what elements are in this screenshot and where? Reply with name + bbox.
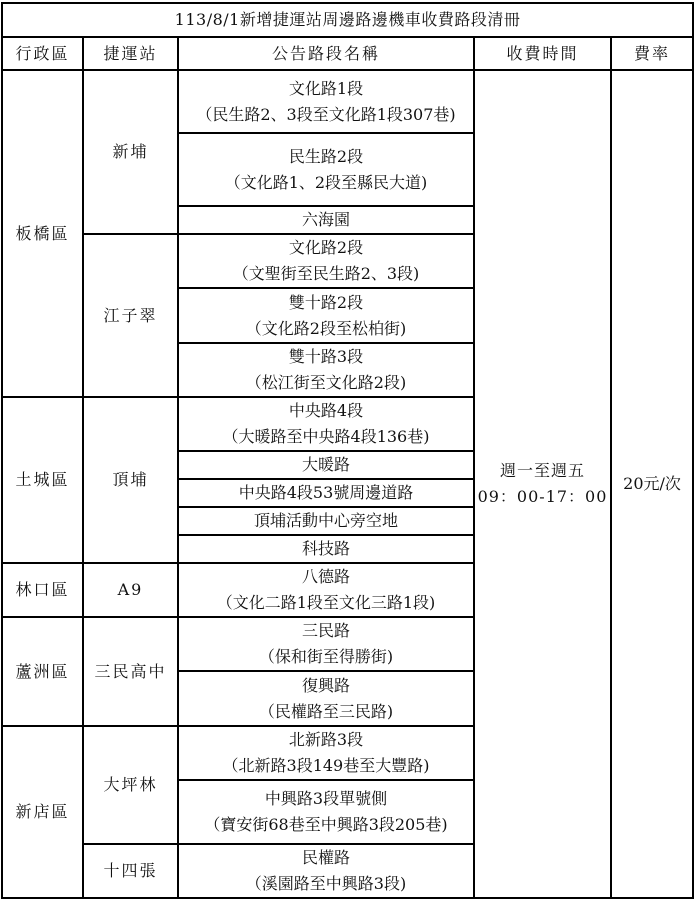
- road-range: （松江街至文化路2段): [245, 373, 407, 392]
- road-name: 中央路4段53號周邊道路: [238, 483, 414, 502]
- road-name: 八德路: [301, 567, 350, 586]
- header-road: 公告路段名稱: [178, 37, 474, 70]
- road-cell: [178, 535, 474, 563]
- station-name: 十四張: [103, 861, 158, 880]
- header-row: [2, 37, 693, 70]
- station-cell: [83, 234, 178, 397]
- road-cell: [178, 726, 474, 780]
- road-name: 文化路1段: [288, 78, 364, 98]
- header-station: 捷運站: [83, 37, 178, 70]
- station-name: 江子翠: [103, 305, 158, 325]
- road-cell: [178, 844, 474, 898]
- header-district: 行政區: [2, 37, 83, 70]
- station-name: 頂埔: [112, 470, 149, 489]
- station-cell: [83, 563, 178, 617]
- road-cell: [178, 479, 474, 507]
- road-name: 大暖路: [301, 455, 350, 474]
- district-cell: [2, 563, 83, 617]
- road-cell: [178, 288, 474, 343]
- road-name: 雙十路3段: [288, 347, 364, 366]
- road-cell: [178, 563, 474, 617]
- charge-time: 09：00-17：00: [477, 487, 608, 506]
- road-name: 民權路: [301, 848, 350, 867]
- charge-hours-cell: [474, 70, 611, 898]
- road-range: （文化二路1段至文化三路1段): [216, 593, 436, 612]
- road-range: （北新路3段149巷至大豐路): [222, 756, 430, 775]
- station-cell: [83, 726, 178, 844]
- table-row: [2, 70, 693, 133]
- road-name: 民生路2段: [288, 146, 364, 166]
- road-name: 中興路3段單號側: [264, 789, 388, 808]
- road-cell: [178, 507, 474, 535]
- road-cell: [178, 133, 474, 206]
- district-name: 新店區: [15, 802, 70, 821]
- table-title: 113/8/1新增捷運站周邊路邊機車收費路段清冊: [2, 3, 693, 37]
- road-cell: [178, 234, 474, 288]
- road-cell: [178, 617, 474, 671]
- road-cell: [178, 451, 474, 479]
- district-cell: [2, 617, 83, 726]
- district-name: 林口區: [15, 580, 70, 599]
- title-row: [2, 3, 693, 37]
- road-name: 北新路3段: [288, 730, 364, 749]
- rate-cell: [611, 70, 693, 898]
- road-cell: [178, 343, 474, 397]
- road-name: 六海園: [301, 210, 350, 229]
- station-name: A9: [117, 580, 144, 599]
- district-name: 蘆洲區: [15, 661, 70, 681]
- road-name: 三民路: [301, 621, 350, 640]
- district-cell: [2, 70, 83, 397]
- district-name: 板橋區: [15, 223, 70, 243]
- road-cell: [178, 671, 474, 726]
- road-range: （民生路2、3段至文化路1段307巷): [196, 104, 456, 124]
- road-range: （文化路2段至松柏街): [245, 318, 407, 338]
- station-cell: [83, 617, 178, 726]
- station-cell: [83, 70, 178, 234]
- header-hours: 收費時間: [474, 37, 611, 70]
- motorcycle-parking-fee-table: [1, 2, 694, 899]
- road-name: 文化路2段: [288, 238, 364, 257]
- road-name: 頂埔活動中心旁空地: [253, 511, 398, 530]
- road-range: （文化路1、2段至縣民大道): [224, 172, 428, 192]
- road-range: （文聖街至民生路2、3段): [232, 264, 420, 283]
- road-name: 科技路: [301, 539, 350, 558]
- station-cell: [83, 397, 178, 563]
- station-cell: [83, 844, 178, 898]
- road-cell: [178, 780, 474, 844]
- district-cell: [2, 397, 83, 563]
- road-range: （民權路至三民路): [258, 701, 394, 721]
- district-name: 土城區: [15, 470, 70, 489]
- road-range: （寶安街68巷至中興路3段205巷): [204, 815, 448, 834]
- district-cell: [2, 726, 83, 898]
- road-name: 雙十路2段: [288, 292, 364, 312]
- road-name: 中央路4段: [288, 401, 364, 420]
- rate-value: 20元/次: [623, 474, 681, 493]
- road-cell: [178, 397, 474, 451]
- road-range: （溪園路至中興路3段): [245, 874, 407, 893]
- road-cell: [178, 70, 474, 133]
- header-rate: 費率: [611, 37, 693, 70]
- station-name: 三民高中: [94, 661, 167, 681]
- charge-days: 週一至週五: [499, 461, 585, 480]
- road-range: （大暖路至中央路4段136巷): [222, 427, 430, 446]
- road-cell: [178, 206, 474, 234]
- road-range: （保和街至得勝街): [258, 647, 394, 666]
- road-name: 復興路: [301, 675, 350, 695]
- station-name: 大坪林: [103, 775, 158, 794]
- station-name: 新埔: [112, 142, 149, 161]
